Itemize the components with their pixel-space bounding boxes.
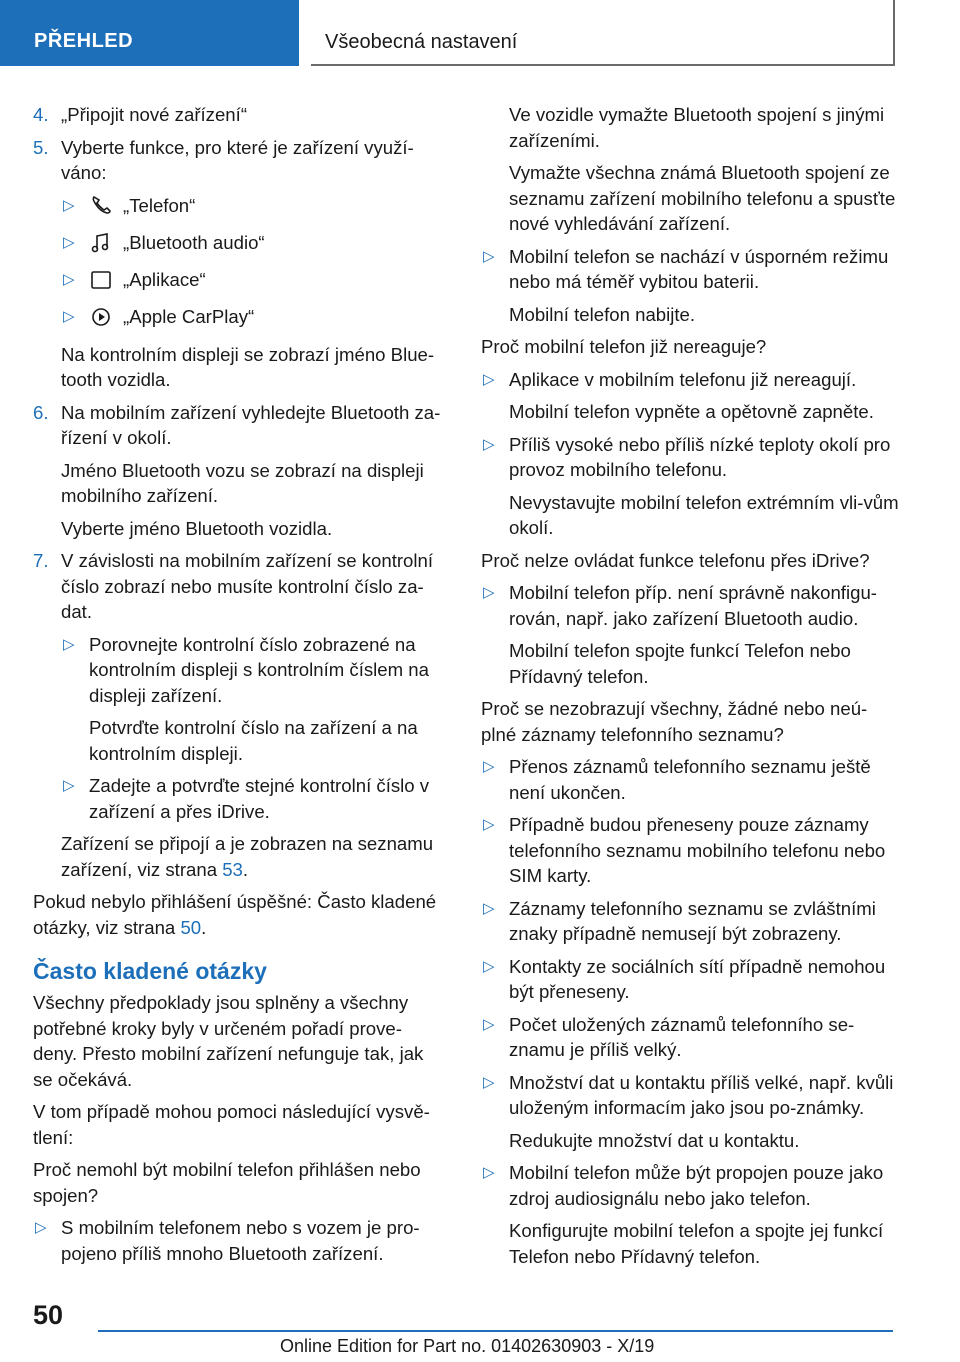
step-number: 5. xyxy=(33,136,49,158)
right-column xyxy=(481,102,901,1276)
header-title-box xyxy=(311,0,895,66)
bullet-triangle-icon: ▷ xyxy=(63,271,75,288)
function-label: „Aplikace“ xyxy=(123,269,206,290)
faq-intro: V tom případě mohou pomoci následující vysvě-tlení: xyxy=(33,1101,430,1148)
function-label: „Apple CarPlay“ xyxy=(123,306,255,328)
function-item-apps xyxy=(61,267,445,297)
list-item xyxy=(61,632,445,709)
list-item xyxy=(481,244,901,295)
result-text: Zařízení se připojí a je zobrazen na seznamu zařízení, viz strana xyxy=(61,833,434,880)
step-text: Vyberte funkce, pro které je zařízení využí-váno: xyxy=(61,136,414,183)
bullet-triangle-icon: ▷ xyxy=(63,777,75,794)
step-number: 4. xyxy=(33,104,49,125)
list-item xyxy=(481,812,901,889)
function-item-bluetooth-audio xyxy=(61,230,445,260)
step-6 xyxy=(33,400,445,451)
carplay-icon xyxy=(89,306,113,328)
step-text: Na mobilním zařízení vyhledejte Bluetooth za-řízení v okolí. xyxy=(61,401,441,448)
faq-question: Proč mobilní telefon již nereaguje? xyxy=(481,336,767,357)
list-item-paragraph: Ve vozidle vymažte Bluetooth spojení s jinými zařízeními. xyxy=(509,104,885,151)
step-5-note: Na kontrolním displeji se zobrazí jméno Blue-tooth vozidla. xyxy=(61,343,435,390)
bullet-triangle-icon: ▷ xyxy=(483,899,495,917)
list-item-text: Množství dat u kontaktu příliš velké, např. kvůli uloženým informacím jako jsou po-známky. xyxy=(509,1071,894,1118)
bullet-triangle-icon: ▷ xyxy=(63,635,75,653)
bullet-triangle-icon: ▷ xyxy=(63,233,75,251)
list-item-text: Přenos záznamů telefonního seznamu ještě není ukončen. xyxy=(509,756,871,803)
list-item-text: Záznamy telefonního seznamu se zvláštními znaky případně nemusejí být zobrazeny. xyxy=(509,897,876,944)
list-item xyxy=(61,773,445,824)
step-6-paragraph: Vyberte jméno Bluetooth vozidla. xyxy=(61,517,333,539)
page-number: 50 xyxy=(33,1300,64,1330)
page-link[interactable]: 53 xyxy=(222,858,243,880)
header-section-tab[interactable] xyxy=(0,0,299,66)
bullet-triangle-icon: ▷ xyxy=(483,1164,495,1181)
list-item-text: Porovnejte kontrolní číslo zobrazené na kontrolním displeji s kontrolním číslem na displeji zařízení. xyxy=(89,633,429,706)
step-text: V závislosti na mobilním zařízení se kontrolní číslo zobrazí nebo musíte kontrolní číslo za-dat. xyxy=(61,550,434,622)
faq-intro: Všechny předpoklady jsou splněny a všechny potřebné kroky byly v určeném pořadí prove-deny. Přesto mobilní zařízení nefunguje tak, jak se očekává. xyxy=(33,992,424,1090)
faq-question: Proč nelze ovládat funkce telefonu přes iDrive? xyxy=(481,549,870,571)
bullet-triangle-icon: ▷ xyxy=(483,758,495,775)
step-text: „Připojit nové zařízení“ xyxy=(61,104,248,125)
list-item-paragraph: Mobilní telefon vypněte a opětovně zapněte. xyxy=(509,401,874,422)
list-item xyxy=(481,432,901,483)
list-item-text: Počet uložených záznamů telefonního se-znamu je příliš velký. xyxy=(509,1013,855,1060)
list-item xyxy=(481,954,901,1005)
list-item xyxy=(481,896,901,947)
list-item-paragraph: Redukujte množství dat u kontaktu. xyxy=(509,1129,800,1151)
failure-note: Pokud nebylo přihlášení úspěšné: Často kladené otázky, viz strana 50. xyxy=(33,891,437,938)
faq-heading: Často kladené otázky xyxy=(33,958,267,984)
page-link[interactable]: 50 xyxy=(180,916,202,938)
list-item xyxy=(481,367,901,393)
list-item xyxy=(33,1215,445,1266)
list-item-text: Případně budou přeneseny pouze záznamy telefonního seznamu mobilního telefonu nebo SIM karty. xyxy=(509,814,886,886)
list-item-text: S mobilním telefonem nebo s vozem je pro-pojeno příliš mnoho Bluetooth zařízení. xyxy=(61,1217,420,1264)
bullet-triangle-icon: ▷ xyxy=(483,247,495,265)
list-item-text: Zadejte a potvrďte stejné kontrolní číslo v zařízení a přes iDrive. xyxy=(89,775,430,822)
step-6-paragraph: Jméno Bluetooth vozu se zobrazí na displeji mobilního zařízení. xyxy=(61,459,424,506)
list-item-text: Mobilní telefon se nachází v úsporném režimu nebo má téměř vybitou baterii. xyxy=(509,245,889,292)
step-number: 7. xyxy=(33,550,49,571)
bullet-triangle-icon: ▷ xyxy=(63,196,75,214)
list-item-text: Kontakty ze sociálních sítí případně nemohou být přeneseny. xyxy=(509,955,886,1002)
bullet-triangle-icon: ▷ xyxy=(483,816,495,833)
list-item xyxy=(481,1160,901,1211)
list-item-paragraph: Mobilní telefon spojte funkcí Telefon nebo Přídavný telefon. xyxy=(509,640,851,687)
left-column xyxy=(33,102,445,1273)
bullet-triangle-icon: ▷ xyxy=(63,308,75,326)
bullet-triangle-icon: ▷ xyxy=(483,1015,495,1033)
header-section-label: PŘEHLED xyxy=(34,30,134,52)
step-7 xyxy=(33,548,445,625)
list-item-paragraph: Nevystavujte mobilní telefon extrémním vli-vům okolí. xyxy=(509,491,899,538)
app-square-icon xyxy=(89,269,113,291)
list-item-paragraph: Mobilní telefon nabijte. xyxy=(509,303,696,325)
list-item-text: Aplikace v mobilním telefonu již nereagují. xyxy=(509,368,857,390)
list-item xyxy=(481,580,901,631)
bullet-triangle-icon: ▷ xyxy=(483,957,495,975)
faq-question: Proč se nezobrazují všechny, žádné nebo neú-plné záznamy telefonního seznamu? xyxy=(481,698,868,745)
function-item-phone xyxy=(61,193,445,223)
list-item xyxy=(481,1012,901,1063)
bullet-triangle-icon: ▷ xyxy=(483,370,495,388)
list-item-text: Mobilní telefon může být propojen pouze jako zdroj audiosignálu nebo jako telefon. xyxy=(509,1162,884,1209)
header-title: Všeobecná nastavení xyxy=(325,31,518,53)
failure-text: Pokud nebylo přihlášení úspěšné: Často kladené otázky, viz strana xyxy=(33,891,437,938)
list-item xyxy=(481,754,901,805)
step-7-result: Zařízení se připojí a je zobrazen na seznamu zařízení, viz strana 53. xyxy=(61,833,434,880)
list-item-paragraph: Vymažte všechna známá Bluetooth spojení ze seznamu zařízení mobilního telefonu a spusťte nové vyhledávání zařízení. xyxy=(509,162,896,234)
list-item-paragraph: Potvrďte kontrolní číslo na zařízení a na kontrolním displeji. xyxy=(89,717,418,764)
function-label: „Telefon“ xyxy=(123,194,196,216)
list-item-paragraph: Konfigurujte mobilní telefon a spojte jej funkcí Telefon nebo Přídavný telefon. xyxy=(509,1220,884,1267)
function-label: „Bluetooth audio“ xyxy=(123,231,265,253)
music-note-icon xyxy=(89,232,113,254)
footer-divider xyxy=(98,1330,893,1332)
step-5 xyxy=(33,135,445,186)
bullet-triangle-icon: ▷ xyxy=(483,435,495,453)
list-item-text: Příliš vysoké nebo příliš nízké teploty okolí pro provoz mobilního telefonu. xyxy=(509,433,891,480)
list-item xyxy=(481,1070,901,1121)
list-item-text: Mobilní telefon příp. není správně nakonfigu-rován, např. jako zařízení Bluetooth audio. xyxy=(509,582,877,629)
faq-question: Proč nemohl být mobilní telefon přihlášen nebo spojen? xyxy=(33,1159,421,1206)
bullet-triangle-icon: ▷ xyxy=(483,1073,495,1091)
phone-icon xyxy=(89,194,113,216)
step-number: 6. xyxy=(33,401,49,423)
bullet-triangle-icon: ▷ xyxy=(483,584,495,601)
bullet-triangle-icon: ▷ xyxy=(35,1219,47,1236)
step-4 xyxy=(33,102,445,128)
function-item-carplay xyxy=(61,304,445,334)
footer-edition: Online Edition for Part no. 01402630903 - X/19 xyxy=(280,1336,655,1356)
